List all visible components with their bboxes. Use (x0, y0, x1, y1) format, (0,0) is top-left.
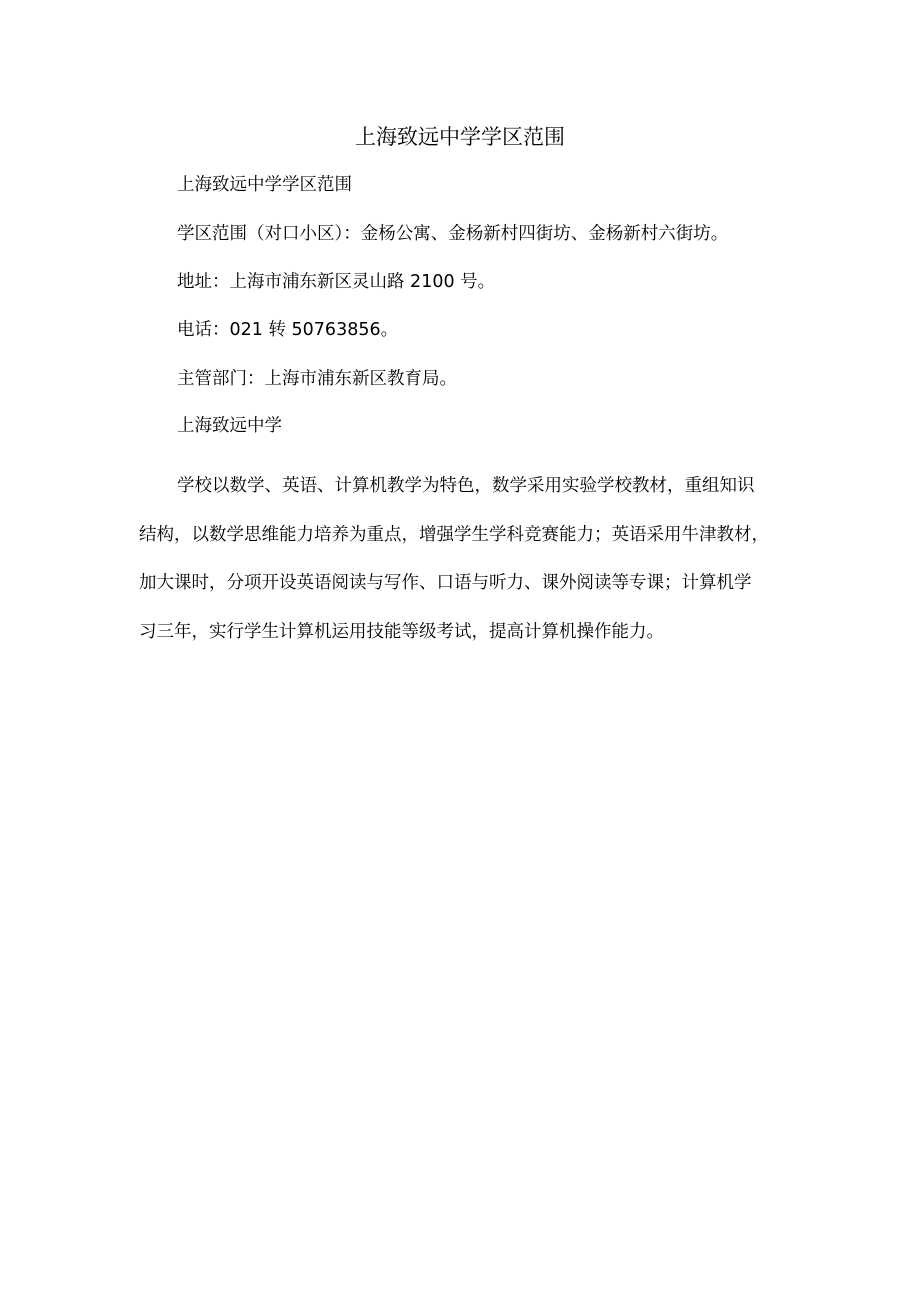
body-line: 结构，以数学思维能力培养为重点，增强学生学科竞赛能力；英语采用牛津教材， (139, 524, 769, 545)
paragraph-address: 地址：上海市浦东新区灵山路 2100 号。 (177, 272, 496, 292)
paragraph-department: 主管部门：上海市浦东新区教育局。 (177, 369, 457, 389)
body-line: 习三年，实行学生计算机运用技能等级考试，提高计算机操作能力。 (139, 621, 664, 642)
paragraph-school-district: 学区范围（对口小区）：金杨公寓、金杨新村四街坊、金杨新村六街坊。 (177, 224, 729, 244)
paragraph-school-features (139, 462, 769, 656)
paragraph-subtitle: 上海致远中学学区范围 (177, 175, 352, 195)
paragraph-school-name: 上海致远中学 (177, 416, 282, 436)
body-line: 学校以数学、英语、计算机教学为特色，数学采用实验学校教材，重组知识 (177, 476, 755, 496)
paragraph-phone: 电话：021 转 50763856。 (177, 320, 399, 340)
body-line: 加大课时，分项开设英语阅读与写作、口语与听力、课外阅读等专课；计算机学 (139, 573, 752, 593)
document-title: 上海致远中学学区范围 (355, 125, 565, 149)
